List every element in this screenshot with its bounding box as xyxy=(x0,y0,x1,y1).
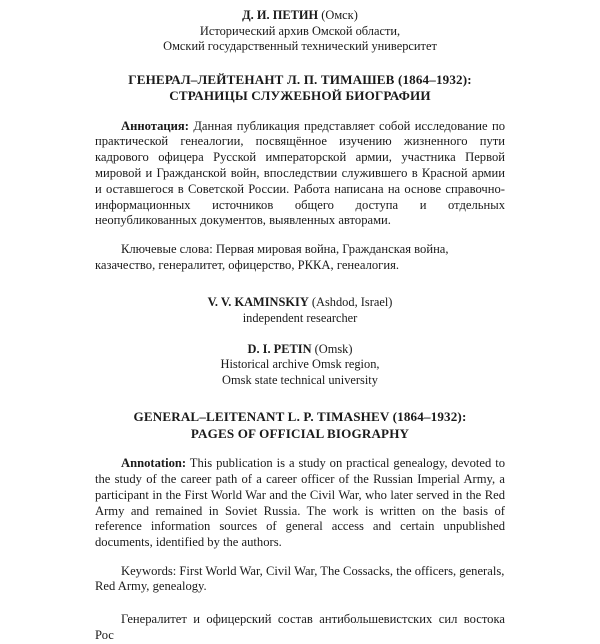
en-author-1-affiliation: independent researcher xyxy=(242,310,358,325)
en-author-2-affiliation-2: Omsk state technical university xyxy=(222,372,378,387)
ru-keywords-paragraph xyxy=(95,242,505,274)
en-abstract-label: Annotation: xyxy=(121,456,187,471)
ru-abstract-paragraph xyxy=(95,119,505,230)
body-text-first-line: Генералитет и офицерский состав антибольшевистских сил востока Рос xyxy=(95,612,505,642)
en-title-line-2: PAGES OF OFFICIAL BIOGRAPHY xyxy=(190,425,410,441)
ru-affiliation-1: Исторический архив Омской области, xyxy=(199,23,401,38)
ru-author-city: (Омск) xyxy=(318,8,358,22)
ru-author-line xyxy=(95,8,505,24)
ru-keywords-text: Первая мировая война, Гражданская война, казачество, генералитет, офицерство, РККА, генеалогия. xyxy=(95,241,449,272)
ru-title-line-2: СТРАНИЦЫ СЛУЖЕБНОЙ БИОГРАФИИ xyxy=(169,88,431,104)
en-keywords-label: Keywords: xyxy=(121,563,177,578)
en-abstract-paragraph xyxy=(95,456,505,551)
en-author-2-name: D. I. PETIN xyxy=(247,341,312,356)
en-author-1-city: (Ashdod, Israel) xyxy=(308,295,393,310)
en-title-line-1: GENERAL–LEITENANT L. P. TIMASHEV (1864–1932): xyxy=(133,409,467,425)
en-keywords-text: First World War, Civil War, The Cossacks, the officers, generals, Red Army, genealogy. xyxy=(95,563,505,594)
ru-abstract-text: Данная публикация представляет собой исследование по практической генеалогии, посвящённое изучению жизненного пути кадрового офицера Русской императорской армии, участника Первой мировой и Гражданской войн, впоследствии служившего в Красной армии и оставшегося в Советской России. Работа написана на основе справочно-информационных источников общего доступа и отдельных неопубликованных документов, выявленных авторами. xyxy=(95,118,505,228)
ru-title-line-1: ГЕНЕРАЛ–ЛЕЙТЕНАНТ Л. П. ТИМАШЕВ (1864–1932): xyxy=(128,71,472,87)
en-abstract-text: This publication is a study on practical genealogy, devoted to the study of the career path of a career officer of the Russian Imperial Army, a participant in the First World War and the Civil War, who later served in the Red Army and remained in Soviet Russia. The work is written on the basis of reference information sources of general access and certain unpublished documents, identified by the authors. xyxy=(95,456,505,550)
en-author-2-line xyxy=(95,342,505,358)
en-keywords-paragraph xyxy=(95,564,505,596)
ru-author-name: Д. И. ПЕТИН xyxy=(242,8,319,22)
en-author-2-city: (Omsk) xyxy=(311,341,353,356)
en-author-1-line xyxy=(95,295,505,311)
en-paper-title xyxy=(95,409,505,442)
ru-affiliation-2: Омский государственный технический университет xyxy=(163,39,437,54)
en-author-1-name: V. V. KAMINSKIY xyxy=(207,295,309,310)
ru-paper-title xyxy=(95,72,505,105)
en-author-2-affiliation-1: Historical archive Omsk region, xyxy=(220,357,380,372)
ru-abstract-label: Аннотация: xyxy=(121,118,189,133)
ru-keywords-label: Ключевые слова: xyxy=(121,241,213,256)
